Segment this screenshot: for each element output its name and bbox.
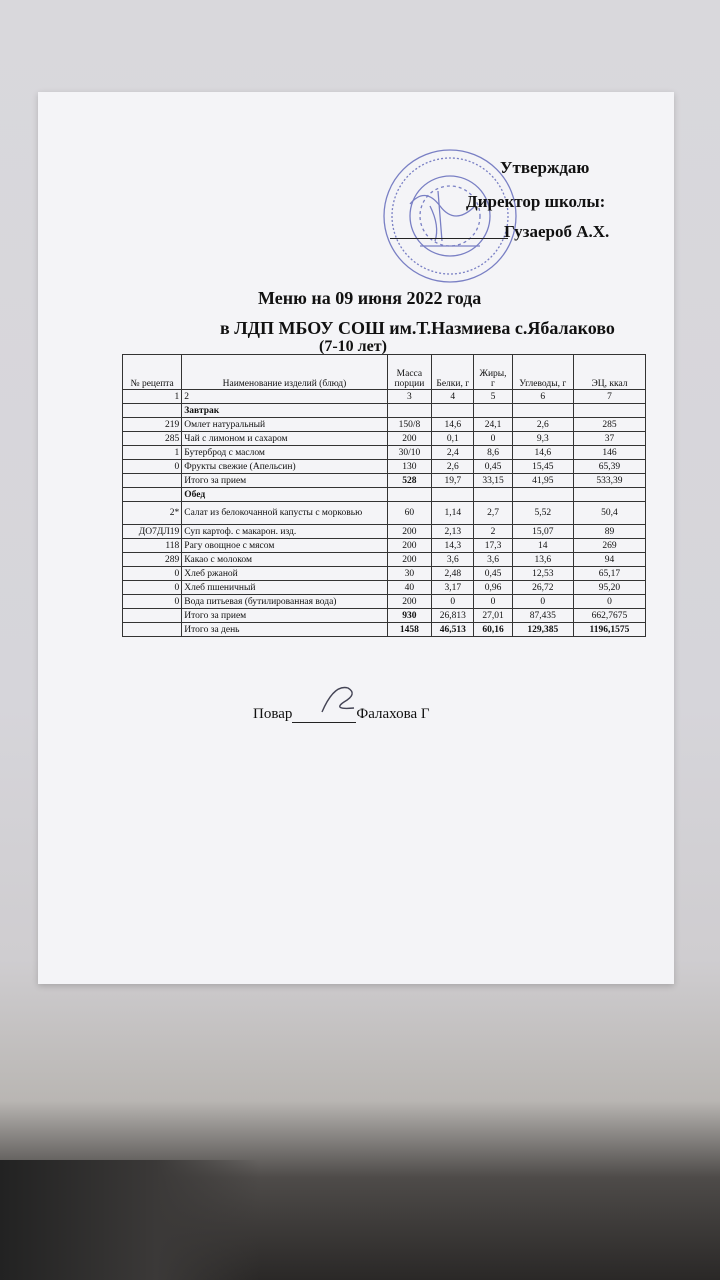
table-cell: Фрукты свежие (Апельсин) <box>182 460 387 474</box>
table-cell: 200 <box>387 595 431 609</box>
table-cell <box>432 488 474 502</box>
table-cell: 1458 <box>387 623 431 637</box>
table-cell: Вода питьевая (бутилированная вода) <box>182 595 387 609</box>
approval-line-director: Директор школы: <box>466 192 606 211</box>
table-cell: 65,17 <box>573 567 645 581</box>
table-row <box>123 432 646 446</box>
table-cell: 289 <box>123 553 182 567</box>
table-cell: 5 <box>474 390 512 404</box>
table-cell: 0 <box>432 595 474 609</box>
table-cell <box>512 488 573 502</box>
table-cell: 3 <box>387 390 431 404</box>
menu-subtitle: в ЛДП МБОУ СОШ им.Т.Назмиева с.Ябалаково <box>220 318 615 338</box>
table-cell: 19,7 <box>432 474 474 488</box>
table-cell: 0 <box>512 595 573 609</box>
table-cell: 26,72 <box>512 581 573 595</box>
table-cell: 12,53 <box>512 567 573 581</box>
table-cell: 30/10 <box>387 446 431 460</box>
table-section-row <box>123 404 646 418</box>
table-cell: 50,4 <box>573 502 645 525</box>
table-cell: 2 <box>474 525 512 539</box>
table-cell <box>512 404 573 418</box>
table-row <box>123 539 646 553</box>
table-cell: 0 <box>573 595 645 609</box>
table-cell: Итого за прием <box>182 474 387 488</box>
table-row <box>123 553 646 567</box>
table-cell <box>387 404 431 418</box>
table-cell: 0 <box>123 567 182 581</box>
table-row <box>123 595 646 609</box>
table-row <box>123 581 646 595</box>
table-cell: 87,435 <box>512 609 573 623</box>
table-cell: Хлеб пшеничный <box>182 581 387 595</box>
table-cell: 30 <box>387 567 431 581</box>
table-cell: 8,6 <box>474 446 512 460</box>
table-cell: 200 <box>387 553 431 567</box>
table-total-row <box>123 609 646 623</box>
table-cell <box>123 404 182 418</box>
table-cell: 528 <box>387 474 431 488</box>
table-cell: 89 <box>573 525 645 539</box>
table-cell: 2,48 <box>432 567 474 581</box>
table-cell: Суп картоф. с макарон. изд. <box>182 525 387 539</box>
table-cell: 1 <box>123 446 182 460</box>
table-cell: 0,45 <box>474 460 512 474</box>
table-cell: 3,17 <box>432 581 474 595</box>
table-cell <box>474 488 512 502</box>
menu-age-group: (7-10 лет) <box>319 338 387 355</box>
cook-role: Повар <box>253 706 293 722</box>
table-cell: 930 <box>387 609 431 623</box>
table-cell: 285 <box>123 432 182 446</box>
table-cell: 26,813 <box>432 609 474 623</box>
table-cell: 24,1 <box>474 418 512 432</box>
table-cell: № рецепта <box>123 355 182 390</box>
table-cell <box>123 488 182 502</box>
table-cell: Итого за прием <box>182 609 387 623</box>
table-cell: 200 <box>387 539 431 553</box>
table-cell: 285 <box>573 418 645 432</box>
table-cell: Чай с лимоном и сахаром <box>182 432 387 446</box>
table-row <box>123 446 646 460</box>
table-row <box>123 567 646 581</box>
table-cell: 0 <box>123 581 182 595</box>
table-cell: 7 <box>573 390 645 404</box>
table-cell: 15,45 <box>512 460 573 474</box>
table-cell: 0 <box>474 432 512 446</box>
table-cell: Наименование изделий (блюд) <box>182 355 387 390</box>
table-cell: 200 <box>387 432 431 446</box>
table-cell: 41,95 <box>512 474 573 488</box>
table-cell: Бутерброд с маслом <box>182 446 387 460</box>
menu-title: Меню на 09 июня 2022 года <box>258 288 482 308</box>
table-cell: 0,96 <box>474 581 512 595</box>
table-cell: 2,6 <box>432 460 474 474</box>
approval-signature-line <box>390 238 508 239</box>
table-cell: 27,01 <box>474 609 512 623</box>
table-cell: 14,6 <box>512 446 573 460</box>
table-cell: 269 <box>573 539 645 553</box>
table-cell: 15,07 <box>512 525 573 539</box>
table-cell: Хлеб ржаной <box>182 567 387 581</box>
table-cell: 4 <box>432 390 474 404</box>
table-day-total-row <box>123 623 646 637</box>
table-cell <box>474 404 512 418</box>
table-cell: 2,6 <box>512 418 573 432</box>
table-column-numbers-row <box>123 390 646 404</box>
table-cell: 14,6 <box>432 418 474 432</box>
table-cell: 0 <box>123 595 182 609</box>
table-cell: Рагу овощное с мясом <box>182 539 387 553</box>
approval-line-approve: Утверждаю <box>500 158 590 177</box>
table-cell: 60,16 <box>474 623 512 637</box>
table-cell: 6 <box>512 390 573 404</box>
table-cell: 13,6 <box>512 553 573 567</box>
table-cell: 1,14 <box>432 502 474 525</box>
table-cell <box>573 488 645 502</box>
table-cell: 9,3 <box>512 432 573 446</box>
table-cell: Итого за день <box>182 623 387 637</box>
table-cell: Белки, г <box>432 355 474 390</box>
table-cell: 150/8 <box>387 418 431 432</box>
table-cell <box>432 404 474 418</box>
table-cell: 118 <box>123 539 182 553</box>
table-cell <box>123 609 182 623</box>
table-cell: Салат из белокочанной капусты с морковью <box>182 502 387 525</box>
table-cell <box>123 474 182 488</box>
table-cell: Углеводы, г <box>512 355 573 390</box>
table-total-row <box>123 474 646 488</box>
section-title: Обед <box>182 488 387 502</box>
table-cell: 94 <box>573 553 645 567</box>
menu-table <box>122 354 646 637</box>
table-row <box>123 418 646 432</box>
section-title: Завтрак <box>182 404 387 418</box>
table-cell: 130 <box>387 460 431 474</box>
table-row <box>123 502 646 525</box>
table-cell: Омлет натуральный <box>182 418 387 432</box>
table-cell: 2,4 <box>432 446 474 460</box>
menu-document <box>38 92 674 984</box>
table-cell: 0 <box>123 460 182 474</box>
table-cell: 37 <box>573 432 645 446</box>
table-row <box>123 460 646 474</box>
table-cell: 5,52 <box>512 502 573 525</box>
table-cell: 14,3 <box>432 539 474 553</box>
table-cell: 0,45 <box>474 567 512 581</box>
cook-name: Фалахова Г <box>356 706 430 722</box>
table-cell <box>573 404 645 418</box>
table-row <box>123 525 646 539</box>
school-seal-stamp <box>380 146 520 286</box>
table-cell: 14 <box>512 539 573 553</box>
table-cell: 60 <box>387 502 431 525</box>
table-cell: 40 <box>387 581 431 595</box>
table-cell: 2,13 <box>432 525 474 539</box>
cook-signature-scribble <box>314 682 364 718</box>
table-cell: 219 <box>123 418 182 432</box>
table-cell: 146 <box>573 446 645 460</box>
table-cell: Какао с молоком <box>182 553 387 567</box>
table-cell: 33,15 <box>474 474 512 488</box>
table-cell: 2* <box>123 502 182 525</box>
table-cell: 0 <box>474 595 512 609</box>
table-cell <box>387 488 431 502</box>
table-cell: 2,7 <box>474 502 512 525</box>
table-cell: Масса порции <box>387 355 431 390</box>
table-cell: 95,20 <box>573 581 645 595</box>
table-cell: 2 <box>182 390 387 404</box>
table-cell: ЭЦ, ккал <box>573 355 645 390</box>
table-cell: 662,7675 <box>573 609 645 623</box>
table-cell: Жиры, г <box>474 355 512 390</box>
table-header-row <box>123 355 646 390</box>
table-cell: ДО7ДЛ19 <box>123 525 182 539</box>
table-cell: 1196,1575 <box>573 623 645 637</box>
table-section-row <box>123 488 646 502</box>
table-cell: 46,513 <box>432 623 474 637</box>
table-cell: 0,1 <box>432 432 474 446</box>
approval-line-name: Гузаероб А.Х. <box>504 222 610 241</box>
table-cell: 65,39 <box>573 460 645 474</box>
table-cell: 129,385 <box>512 623 573 637</box>
table-cell <box>123 623 182 637</box>
floor-shadow <box>0 1160 260 1280</box>
table-cell: 3,6 <box>432 553 474 567</box>
table-cell: 17,3 <box>474 539 512 553</box>
table-cell: 200 <box>387 525 431 539</box>
table-cell: 1 <box>123 390 182 404</box>
table-cell: 533,39 <box>573 474 645 488</box>
table-cell: 3,6 <box>474 553 512 567</box>
